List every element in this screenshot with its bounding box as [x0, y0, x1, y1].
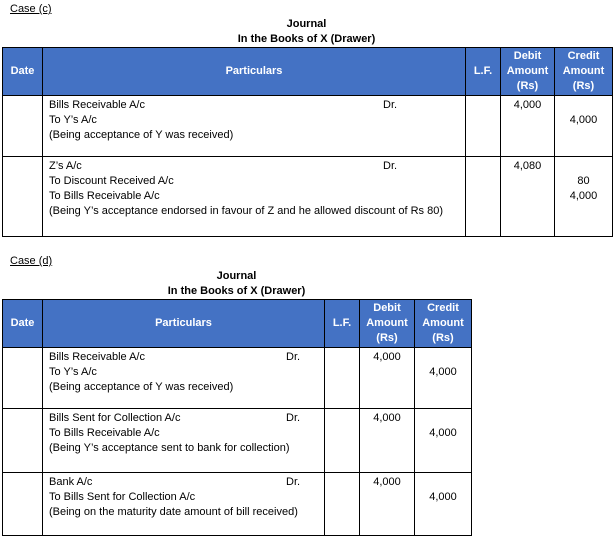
- credit-cell: [555, 157, 613, 237]
- debit-header-line: Amount: [506, 65, 549, 77]
- debit-amount-header: [501, 48, 555, 96]
- case-d-subtitle: In the Books of X (Drawer): [167, 285, 306, 297]
- table-row: [3, 96, 613, 157]
- lf-header: L.F.: [325, 300, 360, 348]
- credit-line: [415, 411, 471, 426]
- dr-marker: Dr.: [286, 351, 301, 363]
- particulars-cell: [43, 96, 466, 157]
- credit-line: 4,000: [429, 366, 457, 378]
- lf-cell: [325, 409, 360, 473]
- credit-line: 4,000: [429, 427, 457, 439]
- particulars-header: Particulars: [43, 300, 325, 348]
- credit-amount-header: [555, 48, 613, 96]
- credit-cell: [555, 96, 613, 157]
- table-header-row: [3, 300, 472, 348]
- date-header: Date: [3, 48, 43, 96]
- entry-narration: (Being acceptance of Y was received): [49, 381, 234, 393]
- date-cell: [3, 409, 43, 473]
- credit-header-line: (Rs): [572, 80, 595, 92]
- debit-cell: 4,000: [501, 96, 555, 157]
- particulars-cell: [43, 409, 325, 473]
- table-row: [3, 409, 472, 473]
- journal-table-case-c: [2, 47, 613, 237]
- lf-cell: [325, 348, 360, 409]
- table-header-row: [3, 48, 613, 96]
- case-d-title: Journal: [216, 270, 257, 282]
- table-row: [3, 157, 613, 237]
- dr-marker: Dr.: [383, 99, 398, 111]
- credit-line: [415, 475, 471, 490]
- entry-line: To Y’s A/c: [49, 366, 97, 378]
- credit-header-line: Credit: [427, 302, 459, 314]
- case-c-title: Journal: [286, 18, 327, 30]
- credit-header-line: (Rs): [432, 332, 454, 344]
- credit-header-line: Credit: [567, 50, 600, 62]
- lf-cell: [325, 473, 360, 536]
- date-cell: [3, 348, 43, 409]
- entry-narration: (Being Y’s acceptance endorsed in favour of Z and he allowed discount of Rs 80): [49, 205, 444, 217]
- table-row: [3, 473, 472, 536]
- entry-narration: (Being on the maturity date amount of bill received): [49, 506, 298, 518]
- credit-header-line: Amount: [562, 65, 605, 77]
- date-header: Date: [3, 300, 43, 348]
- credit-line: 4,000: [569, 114, 598, 126]
- entry-line: Z’s A/c: [49, 160, 82, 172]
- entry-line: To Bills Sent for Collection A/c: [49, 491, 196, 503]
- entry-line: To Bills Receivable A/c: [49, 427, 160, 439]
- credit-line: 4,000: [429, 491, 457, 503]
- particulars-cell: [43, 348, 325, 409]
- entry-line: Bills Receivable A/c: [49, 99, 145, 111]
- particulars-cell: [43, 473, 325, 536]
- particulars-header: Particulars: [43, 48, 466, 96]
- debit-cell: 4,080: [501, 157, 555, 237]
- entry-line: To Bills Receivable A/c: [49, 190, 160, 202]
- entry-line: To Y’s A/c: [49, 114, 97, 126]
- debit-cell: 4,000: [360, 348, 415, 409]
- entry-line: To Discount Received A/c: [49, 175, 174, 187]
- credit-line: [555, 159, 612, 174]
- credit-cell: [415, 473, 472, 536]
- case-d-label: Case (d): [10, 255, 53, 267]
- debit-header-line: Debit: [513, 50, 542, 62]
- dr-marker: Dr.: [286, 412, 301, 424]
- credit-cell: [415, 348, 472, 409]
- entry-narration: (Being Y’s acceptance sent to bank for collection): [49, 442, 290, 454]
- entry-line: Bank A/c: [49, 476, 93, 488]
- credit-line: [555, 98, 612, 113]
- credit-amount-header: [415, 300, 472, 348]
- date-cell: [3, 157, 43, 237]
- credit-header-line: Amount: [422, 317, 464, 329]
- entry-line: Bills Sent for Collection A/c: [49, 412, 181, 424]
- case-c-subtitle: In the Books of X (Drawer): [237, 33, 376, 45]
- credit-line: 80: [577, 175, 590, 187]
- debit-cell: 4,000: [360, 409, 415, 473]
- lf-cell: [466, 96, 501, 157]
- date-cell: [3, 473, 43, 536]
- debit-header-line: (Rs): [516, 80, 539, 92]
- entry-narration: (Being acceptance of Y was received): [49, 129, 234, 141]
- debit-amount-header: [360, 300, 415, 348]
- lf-header: L.F.: [466, 48, 501, 96]
- journal-table-case-d: [2, 299, 472, 536]
- table-row: [3, 348, 472, 409]
- particulars-cell: [43, 157, 466, 237]
- case-c-label: Case (c): [10, 3, 52, 15]
- debit-header-line: (Rs): [376, 332, 398, 344]
- debit-header-line: Debit: [373, 302, 401, 314]
- date-cell: [3, 96, 43, 157]
- credit-cell: [415, 409, 472, 473]
- debit-header-line: Amount: [366, 317, 408, 329]
- dr-marker: Dr.: [383, 160, 398, 172]
- lf-cell: [466, 157, 501, 237]
- debit-cell: 4,000: [360, 473, 415, 536]
- credit-line: 4,000: [569, 190, 598, 202]
- credit-line: [415, 350, 471, 365]
- entry-line: Bills Receivable A/c: [49, 351, 145, 363]
- dr-marker: Dr.: [286, 476, 301, 488]
